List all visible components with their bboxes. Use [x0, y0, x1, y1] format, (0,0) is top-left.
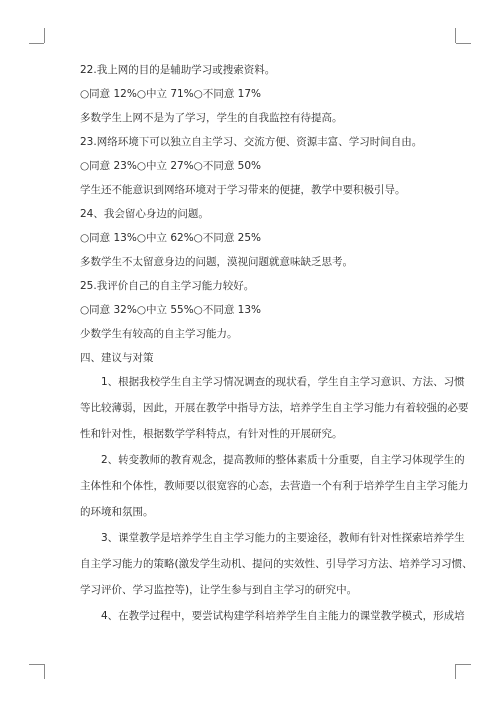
crop-mark-bottom-right-vertical: [455, 664, 456, 679]
paragraph-line: 学习评价、学习监控等)，让学生参与到自主学习的研究中。: [80, 584, 358, 596]
suggestion-paragraph-2: [80, 454, 469, 519]
suggestion-paragraph-4: [80, 610, 465, 623]
crop-mark-top-left-vertical: [44, 28, 45, 43]
paragraph-line: 性和针对性，根据数学学科特点，有针对性的开展研究。: [80, 428, 343, 440]
crop-mark-top-right-horizontal: [456, 43, 471, 44]
survey-comment-23: 学生还不能意识到网络环境对于学习带来的便捷，教学中要积极引导。: [80, 184, 406, 196]
survey-result-24: ○同意 13%○中立 62%○不同意 25%: [80, 232, 262, 244]
paragraph-line: 的环境和氛围。: [80, 506, 154, 518]
crop-mark-bottom-left-vertical: [44, 664, 45, 679]
survey-item-24: 24、我会留心身边的问题。: [80, 208, 209, 220]
paragraph-line: 主体性和个体性，教师要以很宽容的心态，去营造一个有利于培养学生自主学习能力: [80, 480, 469, 492]
paragraph-line: 等比较薄弱，因此，开展在教学中指导方法，培养学生自主学习能力有着较强的必要: [80, 402, 469, 414]
survey-result-22: ○同意 12%○中立 71%○不同意 17%: [80, 88, 262, 100]
section-heading-suggestions: 四、建议与对策: [80, 352, 154, 364]
crop-mark-top-right-vertical: [455, 28, 456, 43]
document-body: [80, 64, 473, 623]
crop-mark-bottom-left-horizontal: [29, 664, 44, 665]
crop-mark-bottom-right-horizontal: [456, 664, 471, 665]
paragraph-line: 1、根据我校学生自主学习情况调查的现状看，学生自主学习意识、方法、习惯: [101, 376, 465, 388]
survey-item-22: 22.我上网的目的是辅助学习或搜索资料。: [80, 64, 276, 76]
survey-result-23: ○同意 23%○中立 27%○不同意 50%: [80, 160, 262, 172]
paragraph-line: 4、在教学过程中，要尝试构建学科培养学生自主能力的课堂教学模式，形成培: [101, 610, 465, 622]
suggestion-paragraph-1: [80, 376, 469, 441]
paragraph-line: 自主学习能力的策略(激发学生动机、提问的实效性、引导学习方法、培养学习习惯、: [80, 558, 473, 570]
suggestion-paragraph-3: [80, 532, 473, 597]
survey-result-25: ○同意 32%○中立 55%○不同意 13%: [80, 304, 262, 316]
survey-comment-25: 少数学生有较高的自主学习能力。: [80, 328, 238, 340]
paragraph-line: 2、转变教师的教育观念，提高教师的整体素质十分重要，自主学习体现学生的: [101, 454, 465, 466]
survey-comment-22: 多数学生上网不是为了学习，学生的自我监控有待提高。: [80, 112, 343, 124]
survey-item-23: 23.网络环境下可以独立自主学习、交流方便、资源丰富、学习时间自由。: [80, 136, 423, 148]
survey-item-25: 25.我评价自己的自主学习能力较好。: [80, 280, 255, 292]
crop-mark-top-left-horizontal: [29, 43, 44, 44]
paragraph-line: 3、课堂教学是培养学生自主学习能力的主要途径，教师有针对性探索培养学生: [101, 532, 465, 544]
survey-comment-24: 多数学生不太留意身边的问题，漠视问题就意味缺乏思考。: [80, 256, 353, 268]
